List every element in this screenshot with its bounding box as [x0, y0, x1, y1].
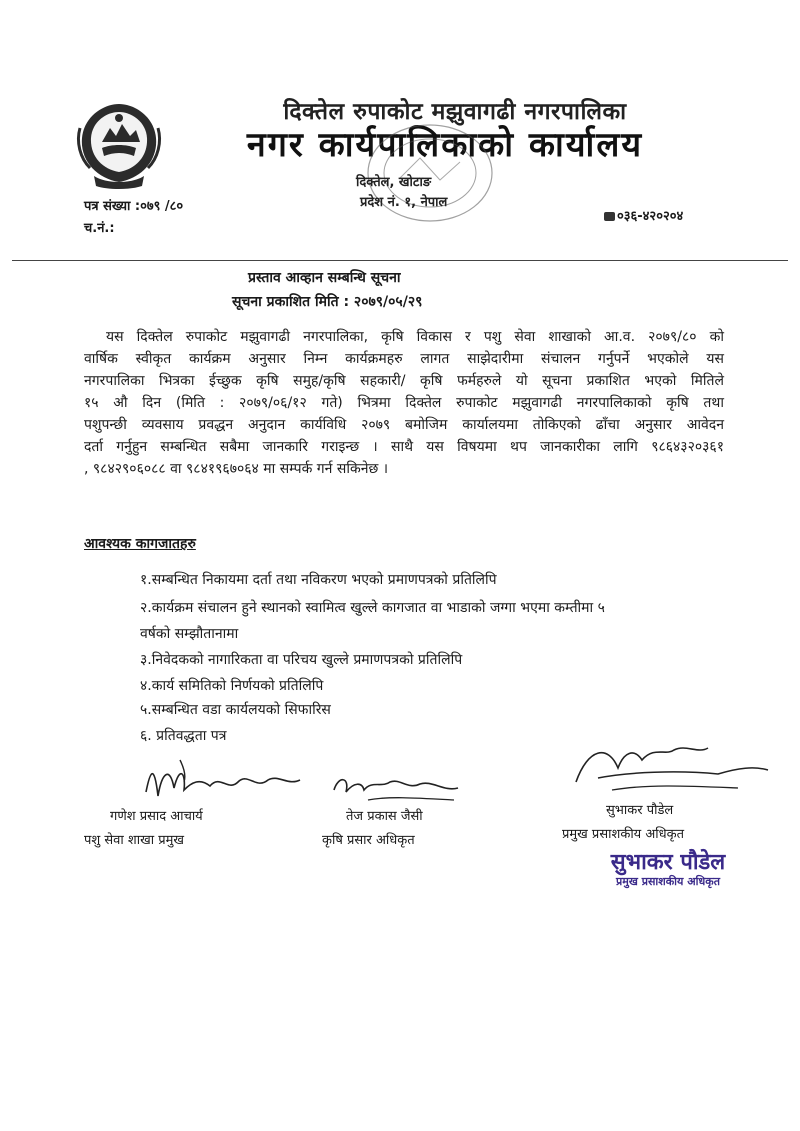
office-address: दिक्तेल, खोटाङ	[356, 175, 432, 190]
required-documents-heading: आवश्यक कागजातहरु	[84, 536, 196, 552]
notice-body-line: यस दिक्तेल रुपाकोट मझुवागढी नगरपालिका, कृषि विकास र पशु सेवा शाखाको आ.व. २०७९/८० को	[106, 329, 724, 345]
signatory-3-name: सुभाकर पौडेल	[606, 803, 674, 818]
stamp-post: प्रमुख प्रसाशकीय अधिकृत	[616, 875, 720, 888]
office-province: प्रदेश नं. १, नेपाल	[360, 195, 448, 210]
office-phone	[604, 206, 683, 224]
municipality-name: दिक्तेल रुपाकोट मझुवागढी नगरपालिका	[283, 99, 627, 125]
dispatch-number: च.नं.:	[84, 221, 115, 236]
notice-body-line: पशुपन्छी व्यवसाय प्रवद्धन अनुदान कार्यविधि २०७९ बमोजिम कार्यालयमा तोकिएको ढाँचा अनुसार आवेदन	[84, 417, 724, 433]
signatory-1-post: पशु सेवा शाखा प्रमुख	[84, 833, 185, 848]
officer-name-stamp	[588, 846, 748, 889]
office-name: नगर कार्यपालिकाको कार्यालय	[246, 125, 644, 165]
reference-number: पत्र संख्या :०७९ /८०	[84, 199, 184, 214]
signatory-1-name: गणेश प्रसाद आचार्य	[110, 809, 203, 824]
notice-title: प्रस्ताव आव्हान सम्बन्धि सूचना	[248, 270, 401, 286]
signature-1-icon	[140, 752, 310, 810]
publication-date: सूचना प्रकाशित मिति : २०७९/०५/२९	[232, 294, 423, 310]
document-item: ३.निवेदकको नागारिकता वा परिचय खुल्ले प्रमाणपत्रको प्रतिलिपि	[140, 652, 463, 668]
notice-body-line: नगरपालिका भित्रका ईच्छुक कृषि समुह/कृषि सहकारी/ कृषि फर्महरुले यो सूचना प्रकाशित भएको मितिले	[84, 373, 724, 389]
document-item: १.सम्बन्धित निकायमा दर्ता तथा नविकरण भएको प्रमाणपत्रको प्रतिलिपि	[140, 572, 497, 588]
header-divider	[12, 260, 788, 261]
notice-body	[84, 326, 724, 480]
document-item: ४.कार्य समितिको निर्णयको प्रतिलिपि	[140, 678, 324, 694]
document-item: ६. प्रतिवद्धता पत्र	[140, 728, 227, 744]
notice-body-line: , ९८४२९०६०८८ वा ९८४१९६७०६४ मा सम्पर्क गर्न सकिनेछ ।	[84, 461, 389, 477]
notice-body-line: वार्षिक स्वीकृत कार्यक्रम अनुसार निम्न कार्यक्रमहरु लागत साझेदारीमा संचालन गर्नुपर्ने भएकोले यस	[84, 351, 724, 367]
signatory-2-name: तेज प्रकास जैसी	[346, 809, 423, 824]
document-item: वर्षको सम्झौतानामा	[140, 626, 239, 642]
notice-body-line: दर्ता गर्नुहुन सम्बन्धित सबैमा जानकारि गराइन्छ । साथै यस विषयमा थप जानकारीका लागि ९८६४३२०३६१	[84, 439, 724, 455]
signature-3-icon	[568, 738, 778, 798]
signatory-3-post: प्रमुख प्रसाशकीय अधिकृत	[562, 827, 685, 842]
document-item: २.कार्यक्रम संचालन हुने स्थानको स्वामित्व खुल्ले कागजात वा भाडाको जग्गा भएमा कम्तीमा ५	[140, 600, 605, 616]
office-phone-number: ०३६-४२०२०४	[617, 209, 684, 224]
notice-body-line: १५ औ दिन (मिति : २०७९/०६/१२ गते) भित्रमा दिक्तेल रुपाकोट मझुवागढी नगरपालिकाको कृषि तथा	[84, 395, 724, 411]
document-item: ५.सम्बन्धित वडा कार्यलयको सिफारिस	[140, 702, 331, 718]
signature-2-icon	[328, 770, 468, 806]
signatory-2-post: कृषि प्रसार अधिकृत	[322, 833, 415, 848]
telephone-icon	[604, 212, 615, 221]
government-emblem-icon	[74, 98, 164, 190]
stamp-name: सुभाकर पौडेल	[610, 850, 726, 875]
